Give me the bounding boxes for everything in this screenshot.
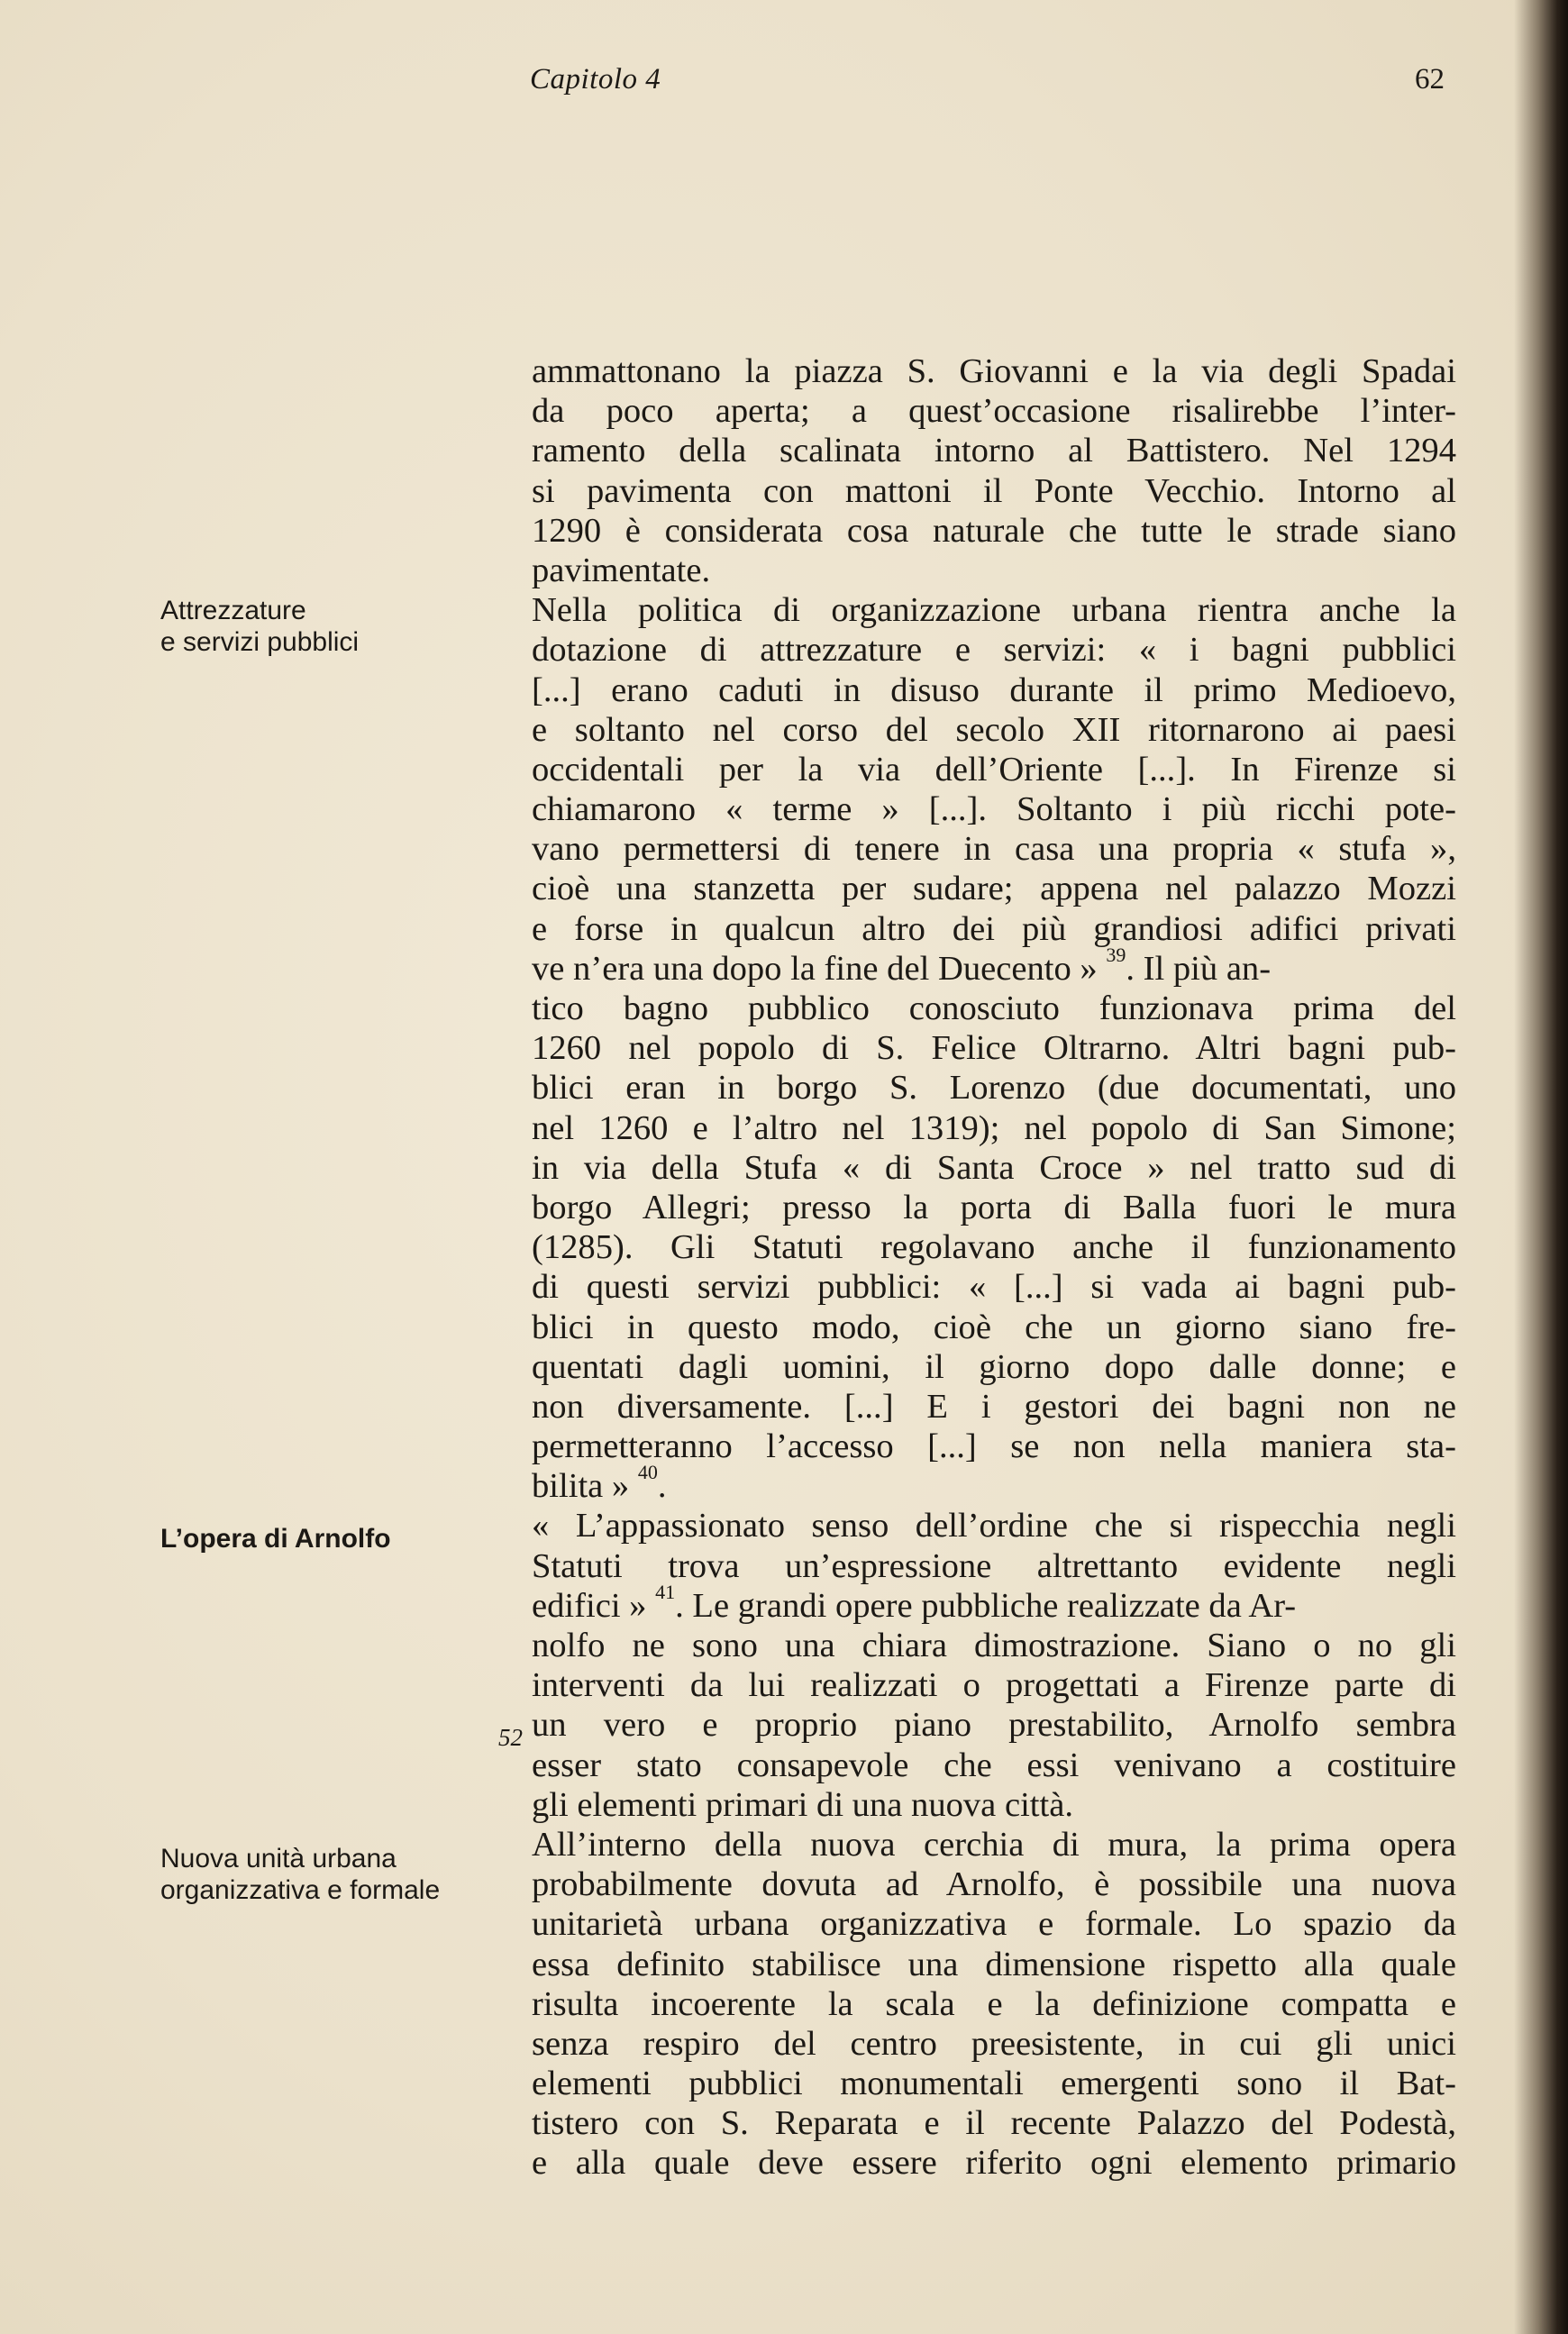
margin-note-line: e servizi pubblici	[160, 627, 360, 657]
text-line: blici in questo modo, cioè che un giorno siano fre-	[532, 1308, 1456, 1346]
text-line: essa definito stabilisce una dimensione rispetto alla quale	[532, 1945, 1456, 1983]
text-line: e alla quale deve essere riferito ogni elemento primario	[532, 2144, 1456, 2183]
text-line: pavimentate.	[532, 551, 711, 589]
text-line: All’interno della nuova cerchia di mura, la prima opera	[532, 1825, 1456, 1864]
text-segment: . Le grandi opere pubbliche realizzate da Ar-	[675, 1586, 1297, 1625]
text-line: blici eran in borgo S. Lorenzo (due documentati, uno	[532, 1069, 1456, 1108]
text-line: unitarietà urbana organizzativa e formale. Lo spazio da	[532, 1905, 1456, 1944]
text-line: interventi da lui realizzati o progettati a Firenze parte di	[532, 1666, 1456, 1705]
text-line: ammattonano la piazza S. Giovanni e la via degli Spadai	[532, 352, 1456, 390]
text-line: nel 1260 e l’altro nel 1319); nel popolo di San Simone;	[532, 1108, 1456, 1147]
text-line: Statuti trova un’espressione altrettanto evidente negli	[532, 1546, 1456, 1585]
text-line: e forse in qualcun altro dei più grandiosi adifici privati	[532, 909, 1456, 948]
page-number: 62	[1415, 63, 1445, 96]
text-line: chiamarono « terme » [...]. Soltanto i più ricchi pote-	[532, 790, 1456, 829]
margin-note-line: L’opera di Arnolfo	[160, 1524, 391, 1554]
text-segment: bilita »	[532, 1467, 630, 1506]
text-line: [...] erano caduti in disuso durante il primo Medioevo,	[532, 670, 1456, 709]
text-line: tistero con S. Reparata e il recente Palazzo del Podestà,	[532, 2104, 1456, 2143]
margin-note-unita-urbana	[160, 1843, 440, 1906]
margin-reference-number: 52	[498, 1724, 523, 1751]
margin-note-line: Attrezzature	[160, 596, 306, 625]
text-segment: .	[657, 1467, 667, 1506]
margin-note-arnolfo	[160, 1523, 391, 1554]
text-line: e soltanto nel corso del secolo XII ritornarono ai paesi	[532, 710, 1456, 749]
text-line: probabilmente dovuta ad Arnolfo, è possibile una nuova	[532, 1865, 1456, 1904]
text-line: cioè una stanzetta per sudare; appena nel palazzo Mozzi	[532, 870, 1456, 908]
text-line: non diversamente. [...] E i gestori dei bagni non ne	[532, 1387, 1456, 1426]
margin-note-line: Nuova unità urbana	[160, 1844, 397, 1874]
book-binding-shadow	[1514, 0, 1568, 2334]
text-line: in via della Stufa « di Santa Croce » nel tratto sud di	[532, 1148, 1456, 1187]
text-segment: edifici »	[532, 1586, 647, 1625]
text-line: vano permettersi di tenere in casa una propria « stufa »,	[532, 830, 1456, 869]
text-segment: . Il più an-	[1126, 949, 1272, 988]
text-segment: ve n’era una dopo la fine del Duecento »	[532, 949, 1098, 988]
text-line: 1290 è considerata cosa naturale che tutte le strade siano	[532, 511, 1456, 550]
text-line: risulta incoerente la scala e la definizione compatta e	[532, 1984, 1456, 2023]
text-line: gli elementi primari di una nuova città.	[532, 1785, 1073, 1824]
text-line: dotazione di attrezzature e servizi: « i bagni pubblici	[532, 631, 1456, 670]
text-line: quentati dagli uomini, il giorno dopo dalle donne; e	[532, 1347, 1456, 1386]
text-line: esser stato consapevole che essi venivano a costituire	[532, 1746, 1456, 1784]
text-line: di questi servizi pubblici: « [...] si vada ai bagni pub-	[532, 1268, 1456, 1307]
text-line: permetteranno l’accesso [...] se non nella maniera sta-	[532, 1427, 1456, 1466]
text-line: tico bagno pubblico conosciuto funzionava prima del	[532, 989, 1456, 1027]
footnote-ref-41: 41	[655, 1581, 676, 1604]
text-line: 1260 nel popolo di S. Felice Oltrarno. Altri bagni pub-	[532, 1029, 1456, 1068]
text-line: « L’appassionato senso dell’ordine che si rispecchia negli	[532, 1507, 1456, 1545]
running-header-chapter: Capitolo 4	[530, 63, 661, 96]
footnote-ref-39: 39	[1106, 944, 1126, 967]
text-line: occidentali per la via dell’Oriente [...]. In Firenze si	[532, 750, 1456, 789]
body-text	[532, 351, 1456, 2184]
text-line: un vero e proprio piano prestabilito, Arnolfo sembra	[532, 1706, 1456, 1745]
text-line: da poco aperta; a quest’occasione risalirebbe l’inter-	[532, 392, 1456, 431]
text-line: (1285). Gli Statuti regolavano anche il funzionamento	[532, 1228, 1456, 1267]
footnote-ref-40: 40	[637, 1461, 658, 1484]
text-line: elementi pubblici monumentali emergenti sono il Bat-	[532, 2065, 1456, 2103]
text-line: nolfo ne sono una chiara dimostrazione. Siano o no gli	[532, 1627, 1456, 1664]
text-line: si pavimenta con mattoni il Ponte Vecchio. Intorno al	[532, 471, 1456, 510]
text-line: ramento della scalinata intorno al Battistero. Nel 1294	[532, 432, 1456, 470]
text-line: senza respiro del centro preesistente, in cui gli unici	[532, 2024, 1456, 2063]
margin-note-attrezzature	[160, 595, 359, 658]
text-line: Nella politica di organizzazione urbana rientra anche la	[532, 591, 1456, 630]
margin-note-line: organizzativa e formale	[160, 1875, 441, 1905]
text-line: borgo Allegri; presso la porta di Balla fuori le mura	[532, 1188, 1456, 1226]
